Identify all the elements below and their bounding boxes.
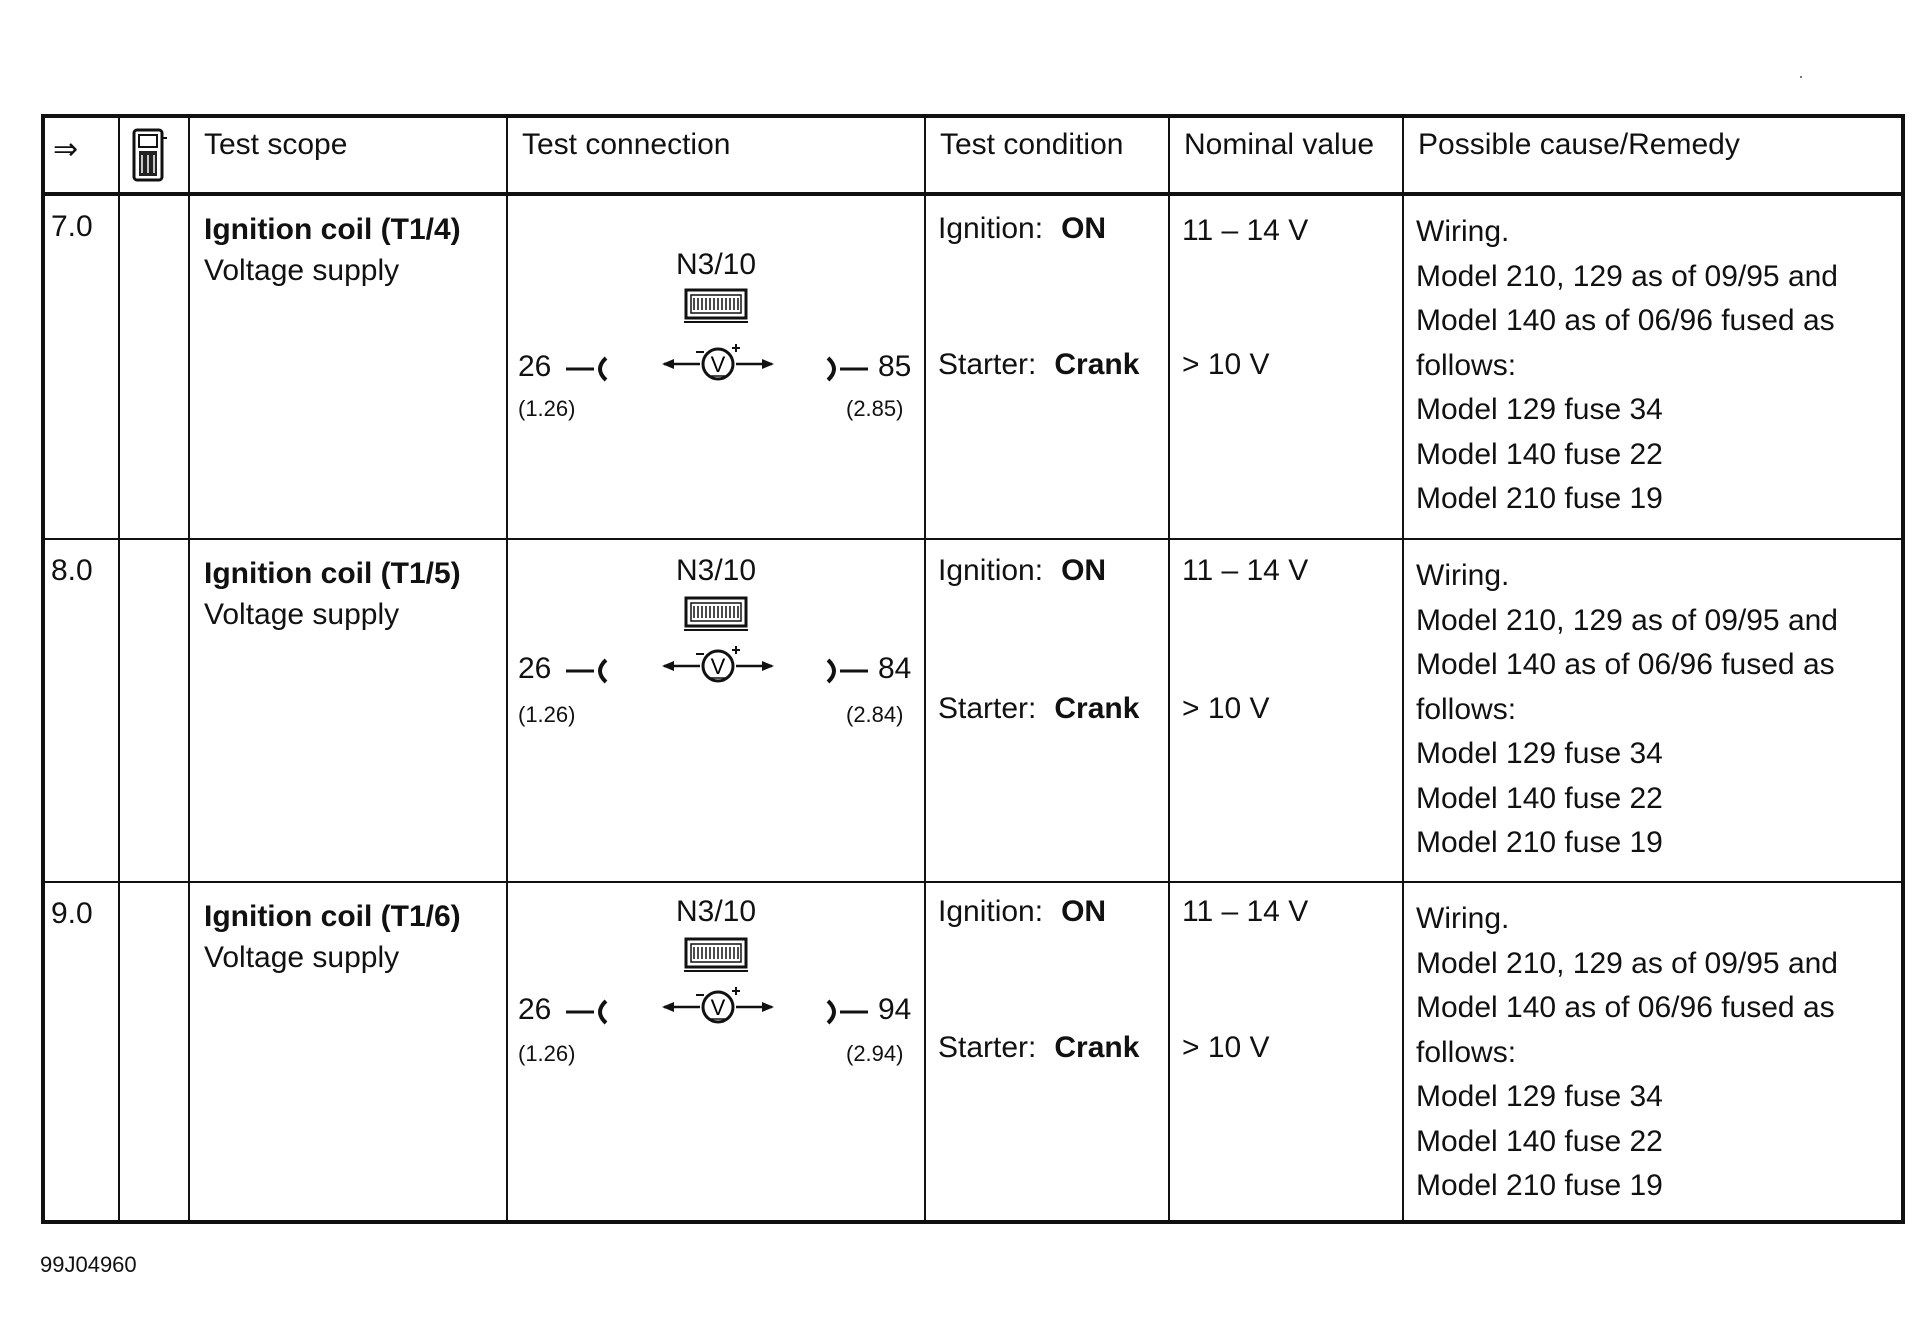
step-arrow-header: ⇒	[43, 116, 119, 194]
test-connection-cell	[507, 882, 925, 1222]
condition-ignition: Ignition: ON	[938, 212, 1107, 245]
nominal-value-cell	[1169, 882, 1403, 1222]
tester-cell	[119, 194, 189, 539]
voltmeter-icon	[660, 983, 776, 1027]
svg-text:V: V	[710, 654, 726, 679]
pin-left: 26	[518, 993, 552, 1026]
remedy-line: Model 210 fuse 19	[1416, 482, 1663, 515]
connector-icon	[684, 596, 748, 634]
tester-device-icon	[130, 128, 170, 184]
test-scope-cell	[189, 539, 507, 882]
test-scope-cell	[189, 194, 507, 539]
table-row	[43, 194, 1903, 539]
test-connection-cell	[507, 194, 925, 539]
remedy-line: Model 140 fuse 22	[1416, 437, 1663, 471]
nominal-value-cell	[1169, 194, 1403, 539]
header-test-scope: Test scope	[189, 116, 507, 194]
step-number: 9.0	[43, 882, 119, 1222]
condition-ignition: Ignition: ON	[938, 554, 1107, 587]
header-possible-cause: Possible cause/Remedy	[1403, 116, 1903, 194]
plug-left-icon	[564, 997, 608, 1027]
nominal-ignition-value: 11 – 14 V	[1182, 554, 1309, 587]
plug-left-icon	[564, 656, 608, 686]
scope-subtitle: Voltage supply	[204, 254, 400, 287]
remedy-line: Model 210 fuse 19	[1416, 826, 1663, 859]
scan-speck	[1800, 76, 1802, 78]
pin-right-reference: (2.84)	[846, 702, 904, 727]
plug-left-icon	[564, 354, 608, 384]
remedy-line: Model 210, 129 as of 09/95 and	[1416, 603, 1838, 637]
connector-icon	[684, 288, 748, 326]
pin-left-reference: (1.26)	[518, 702, 576, 727]
condition-ignition: Ignition: ON	[938, 895, 1107, 928]
possible-cause-cell	[1403, 539, 1903, 882]
tester-cell	[119, 539, 189, 882]
remedy-line: Model 140 as of 06/96 fused as	[1416, 304, 1835, 337]
test-table	[41, 114, 1905, 1224]
remedy-line: Wiring.	[1416, 559, 1510, 592]
pin-right: 85	[878, 350, 912, 383]
scope-subtitle: Voltage supply	[204, 598, 400, 631]
svg-text:V: V	[710, 995, 726, 1020]
remedy-line: Model 140 fuse 22	[1416, 1124, 1663, 1158]
connector-icon	[684, 937, 748, 975]
header-nominal-value: Nominal value	[1169, 116, 1403, 194]
tester-cell	[119, 882, 189, 1222]
remedy-line: Model 140 fuse 22	[1416, 781, 1663, 815]
condition-starter: Starter: Crank	[938, 1031, 1140, 1064]
nominal-value-cell	[1169, 539, 1403, 882]
nominal-starter-value: > 10 V	[1182, 692, 1270, 725]
pin-left-reference: (1.26)	[518, 396, 576, 421]
test-connection-cell	[507, 539, 925, 882]
remedy-line: Model 129 fuse 34	[1416, 393, 1663, 426]
nominal-ignition-value: 11 – 14 V	[1182, 214, 1309, 247]
remedy-line: follows:	[1416, 1035, 1517, 1069]
scope-title: Ignition coil (T1/4)	[204, 213, 461, 246]
possible-cause-cell	[1403, 194, 1903, 539]
tester-icon-header	[119, 116, 189, 194]
remedy-line: Model 210, 129 as of 09/95 and	[1416, 259, 1838, 293]
scope-title: Ignition coil (T1/6)	[204, 900, 461, 933]
remedy-line: Model 129 fuse 34	[1416, 737, 1663, 770]
plug-right-icon	[826, 997, 870, 1027]
remedy-line: Model 210 fuse 19	[1416, 1169, 1663, 1202]
connector-label: N3/10	[676, 554, 757, 587]
pin-right: 84	[878, 652, 912, 685]
test-condition-cell	[925, 882, 1169, 1222]
voltmeter-icon	[660, 340, 776, 384]
pin-right-reference: (2.85)	[846, 396, 904, 421]
header-test-connection: Test connection	[507, 116, 925, 194]
scope-title: Ignition coil (T1/5)	[204, 557, 461, 590]
remedy-line: Model 140 as of 06/96 fused as	[1416, 648, 1835, 681]
remedy-line: follows:	[1416, 692, 1517, 726]
plug-right-icon	[826, 354, 870, 384]
pin-left-reference: (1.26)	[518, 1041, 576, 1066]
connector-label: N3/10	[676, 895, 757, 928]
table-row	[43, 539, 1903, 882]
remedy-line: Wiring.	[1416, 215, 1510, 248]
possible-cause-cell	[1403, 882, 1903, 1222]
nominal-starter-value: > 10 V	[1182, 1031, 1270, 1064]
step-number: 7.0	[43, 194, 119, 539]
nominal-starter-value: > 10 V	[1182, 348, 1270, 381]
voltmeter-icon	[660, 642, 776, 686]
step-number: 8.0	[43, 539, 119, 882]
pin-left: 26	[518, 652, 552, 685]
header-row	[43, 116, 1903, 194]
remedy-line: Wiring.	[1416, 902, 1510, 935]
svg-text:V: V	[710, 352, 726, 377]
nominal-ignition-value: 11 – 14 V	[1182, 895, 1309, 928]
pin-right-reference: (2.94)	[846, 1041, 904, 1066]
scope-subtitle: Voltage supply	[204, 941, 400, 974]
test-condition-cell	[925, 194, 1169, 539]
condition-starter: Starter: Crank	[938, 692, 1140, 725]
table-row	[43, 882, 1903, 1222]
condition-starter: Starter: Crank	[938, 348, 1140, 381]
plug-right-icon	[826, 656, 870, 686]
pin-left: 26	[518, 350, 552, 383]
remedy-line: follows:	[1416, 348, 1517, 382]
pin-right: 94	[878, 993, 912, 1026]
remedy-line: Model 129 fuse 34	[1416, 1080, 1663, 1113]
connector-label: N3/10	[676, 248, 757, 281]
test-scope-cell	[189, 882, 507, 1222]
remedy-line: Model 210, 129 as of 09/95 and	[1416, 946, 1838, 980]
remedy-line: Model 140 as of 06/96 fused as	[1416, 991, 1835, 1024]
figure-id: 99J04960	[40, 1252, 137, 1277]
test-condition-cell	[925, 539, 1169, 882]
header-test-condition: Test condition	[925, 116, 1169, 194]
